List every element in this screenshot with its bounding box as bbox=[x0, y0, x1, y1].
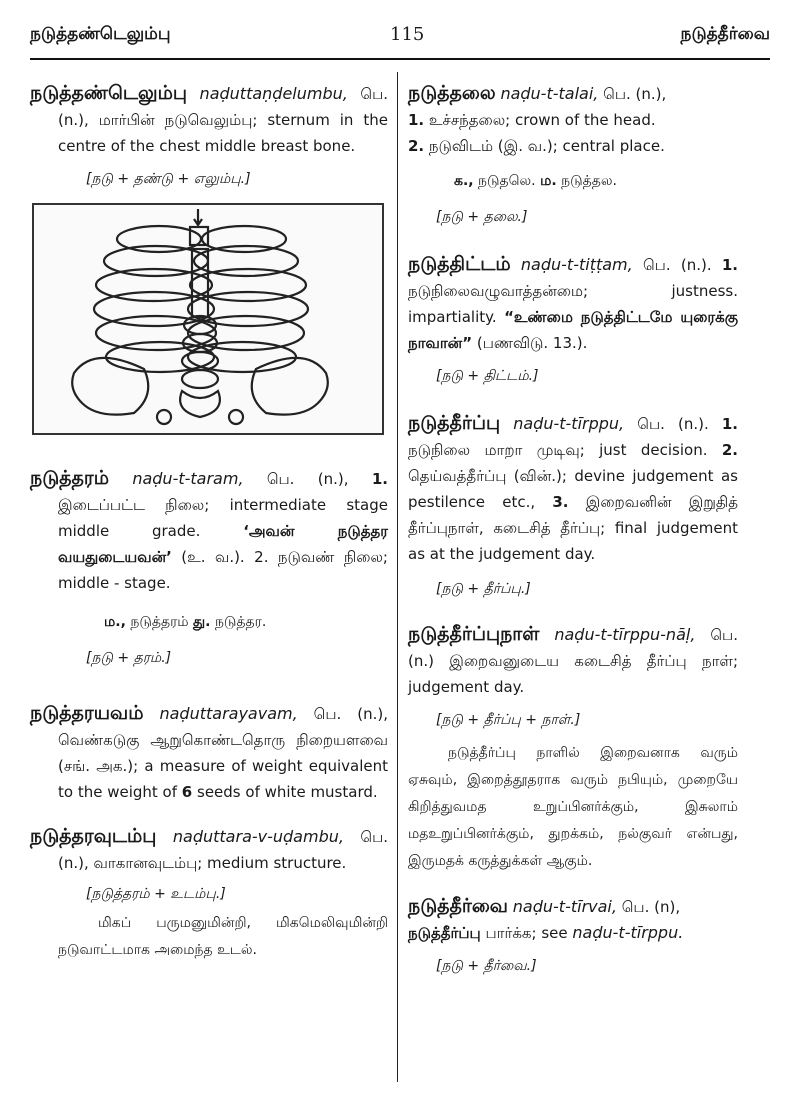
etymology: [நடு + தலை.] bbox=[436, 209, 528, 225]
entry-nadu-t-tirvai bbox=[408, 893, 738, 946]
definition-end: seeds of white mustard. bbox=[197, 783, 378, 801]
citation: (உ. வ.). bbox=[181, 548, 245, 566]
entry-nadu-t-tirppu-nal bbox=[408, 621, 738, 700]
cognate-word: நடுத்தர. bbox=[214, 614, 267, 630]
cognates bbox=[104, 614, 388, 632]
cross-reference-word: நடுத்தீர்ப்பு bbox=[408, 924, 481, 942]
transliteration: naḍu-t-tīrppu, bbox=[513, 414, 625, 433]
cross-reference-translit: naḍu-t-tīrppu. bbox=[572, 923, 684, 942]
etymology: [நடுத்தரம் + உடம்பு.] bbox=[86, 886, 226, 902]
sense-number: 1. bbox=[721, 415, 738, 433]
page-header bbox=[30, 18, 770, 60]
definition: வெண்கடுகு ஆறுகொண்டதொரு நிறையளவை (சங். அக.); a measure of weight equivalent to the weight of bbox=[58, 731, 388, 801]
cognate-language: து. bbox=[193, 614, 211, 630]
transliteration: naḍuttaṇḍelumbu, bbox=[199, 84, 348, 103]
sense-number: 2. bbox=[408, 137, 425, 155]
transliteration: naḍuttarayavam, bbox=[159, 704, 298, 723]
entry-nadu-t-talai bbox=[408, 80, 738, 159]
header-left-title: நடுத்தண்டெலும்பு bbox=[30, 24, 171, 44]
definition: மார்பின் நடுவெலும்பு; sternum in the centre of the chest middle breast bone. bbox=[58, 111, 388, 155]
part-of-speech: பெ. (n.), bbox=[266, 470, 349, 488]
cognate-language: ம. bbox=[540, 173, 557, 189]
page-number: 115 bbox=[390, 24, 425, 45]
sense-number: 3. bbox=[552, 493, 569, 511]
sense-number: 1. bbox=[721, 256, 738, 274]
quotation: ‘அவன் நடுத்தர வயதுடையவன்’ bbox=[58, 522, 388, 566]
transliteration: naḍu-t-talai, bbox=[500, 84, 599, 103]
cross-reference-label: பார்க்க; see bbox=[485, 924, 568, 942]
cognate-word: நடுத்தல. bbox=[561, 173, 617, 189]
headword: நடுத்தலை bbox=[408, 82, 496, 104]
cognate-word: நடுத்தரம் bbox=[130, 614, 189, 630]
etymology: [நடு + தீர்ப்பு.] bbox=[436, 581, 531, 597]
etymology: [நடு + தீர்வை.] bbox=[436, 958, 537, 974]
transliteration: naḍu-t-taram, bbox=[132, 469, 244, 488]
headword: நடுத்தீர்ப்புநாள் bbox=[408, 623, 540, 645]
definition: நடுநிலைவழுவாத்தன்மை; justness. impartiality. bbox=[408, 282, 738, 326]
definition: இடைப்பட்ட நிலை; intermediate stage middle grade. bbox=[58, 496, 388, 540]
entry-nadu-t-tirppu bbox=[408, 410, 738, 567]
cognate-language: ம., bbox=[104, 614, 126, 630]
part-of-speech: பெ. (n.) bbox=[408, 626, 738, 670]
part-of-speech: பெ. (n.), bbox=[603, 85, 667, 103]
sense-number: 1. bbox=[371, 470, 388, 488]
definition: நடுவிடம் (இ. வ.); central place. bbox=[428, 137, 665, 155]
entry-naduttarayavam bbox=[30, 700, 388, 805]
headword: நடுத்திட்டம் bbox=[408, 253, 511, 275]
quotation: “உண்மை நடுத்திட்டமே யுரைக்கு நாவான்” bbox=[408, 308, 738, 352]
part-of-speech: பெ. (n.), bbox=[58, 828, 388, 872]
entry-nadu-t-tittam bbox=[408, 251, 738, 356]
sense-number: 1. bbox=[408, 111, 425, 129]
definition: வாகானவுடம்பு; medium structure. bbox=[93, 854, 347, 872]
rib-cage-illustration bbox=[32, 203, 384, 435]
transliteration: naḍu-t-tīrvai, bbox=[512, 897, 617, 916]
definition: நடுநிலை மாறா முடிவு; just decision. bbox=[408, 441, 708, 459]
definition: இறைவனின் இறுதித் தீர்ப்புநாள், கடைசித் தீர்ப்பு; final judgement as at the judgement day. bbox=[408, 493, 738, 563]
part-of-speech: பெ. (n.), bbox=[58, 85, 388, 129]
part-of-speech: பெ. (n), bbox=[621, 898, 681, 916]
entry-naduttara-v-udambu bbox=[30, 823, 388, 876]
definition: நடுவண் நிலை; middle - stage. bbox=[58, 548, 388, 592]
sense-number: 2. bbox=[721, 441, 738, 459]
cognate-language: க., bbox=[454, 173, 474, 189]
etymology: [நடு + தரம்.] bbox=[86, 650, 172, 666]
definition: இறைவனுடைய கடைசித் தீர்ப்பு நாள்; judgement day. bbox=[408, 652, 738, 696]
entry-nadu-t-taram bbox=[30, 465, 388, 596]
transliteration: naḍu-t-tiṭṭam, bbox=[520, 255, 633, 274]
definition: தெய்வத்தீர்ப்பு (வின்.); devine judgement as pestilence etc., bbox=[408, 467, 738, 511]
etymology: [நடு + தண்டு + எலும்பு.] bbox=[86, 171, 251, 187]
citation: (பணவிடு. 13.). bbox=[476, 334, 588, 352]
seed-count: 6 bbox=[181, 783, 193, 801]
left-column bbox=[30, 80, 388, 964]
transliteration: naḍu-t-tīrppu-nāḷ, bbox=[554, 625, 696, 644]
headword: நடுத்தரயவம் bbox=[30, 702, 144, 724]
header-right-title: நடுத்தீர்வை bbox=[680, 24, 770, 44]
definition: உச்சந்தலை; crown of the head. bbox=[428, 111, 656, 129]
entry-naduttandelumbu bbox=[30, 80, 388, 159]
cognate-word: நடுதலெ. bbox=[478, 173, 536, 189]
headword: நடுத்தீர்ப்பு bbox=[408, 412, 501, 434]
rib-cage-drawing bbox=[34, 205, 378, 429]
headword: நடுத்தரம் bbox=[30, 467, 110, 489]
explanatory-note: மிகப் பருமனுமின்றி, மிகமெலிவுமின்றி நடுவாட்டமாக அமைந்த உடல். bbox=[58, 915, 388, 958]
cognates bbox=[454, 173, 738, 191]
right-column bbox=[408, 80, 738, 976]
transliteration: naḍuttara-v-uḍambu, bbox=[172, 827, 344, 846]
sense-number: 2. bbox=[254, 548, 269, 566]
headword: நடுத்தீர்வை bbox=[408, 895, 508, 917]
column-divider bbox=[397, 72, 398, 1082]
etymology: [நடு + தீர்ப்பு + நாள்.] bbox=[436, 712, 581, 728]
explanatory-note: நடுத்தீர்ப்பு நாளில் இறைவனாக வரும் ஏசுவும், இறைத்தூதராக வரும் நபியும், முறையே கிறித்துவமத உறுப்பினர்க்கும், இசுலாம் மதஉறுப்பினர்க்கும், துறக்கம், நல்குவர் என்பது, இருமதக் கருத்துக்கள் ஆகும். bbox=[408, 745, 738, 869]
headword: நடுத்தண்டெலும்பு bbox=[30, 82, 187, 104]
part-of-speech: பெ. (n.). bbox=[642, 256, 712, 274]
etymology: [நடு + திட்டம்.] bbox=[436, 368, 539, 384]
part-of-speech: பெ. (n.), bbox=[313, 705, 388, 723]
part-of-speech: பெ. (n.). bbox=[637, 415, 709, 433]
headword: நடுத்தரவுடம்பு bbox=[30, 825, 157, 847]
